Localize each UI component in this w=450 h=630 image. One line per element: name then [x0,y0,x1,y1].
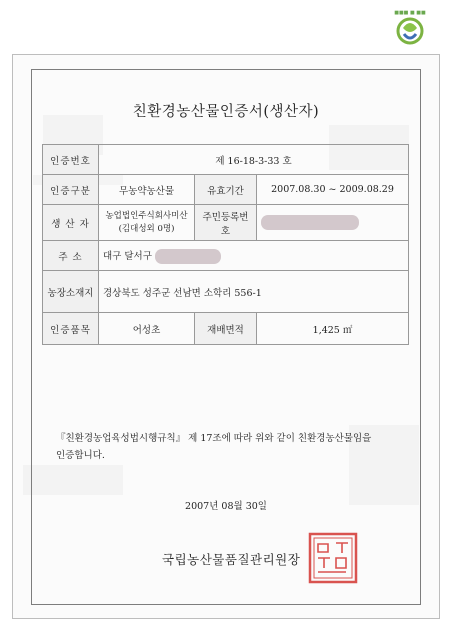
issuer-name: 국립농산물품질관리원장 [162,552,301,567]
value-address: 대구 달서구 [103,250,152,262]
official-seal-stamp [308,532,358,584]
label-cultivation-area: 재배면적 [195,313,257,345]
label-cert-item: 인증품목 [43,313,99,345]
value-cert-no: 제 16-18-3-33 호 [99,145,409,175]
value-producer [99,205,195,241]
label-resident-no: 주민등록번호 [195,205,257,241]
row-cert-no [43,145,409,175]
certificate-frame [31,69,421,605]
row-cert-type [43,175,409,205]
label-farm-location: 농장소재지 [43,271,99,313]
value-cert-item: 어성초 [99,313,195,345]
redaction-resident-no [261,215,359,230]
redaction-address [155,249,221,264]
issue-date: 2007년 08월 30일 [185,501,267,512]
certification-logo [383,6,437,48]
certificate-title: 친환경농산물인증서(생산자) [132,104,320,120]
value-cultivation-area: 1,425 ㎡ [257,313,409,345]
value-resident-no [257,205,409,241]
row-address [43,241,409,271]
statement-line-1: 『친환경농업육성법시행규칙』 제 17조에 따라 위와 같이 친환경농산물임을 [56,433,372,444]
value-valid-period: 2007.08.30 ~ 2009.08.29 [257,175,409,205]
label-valid-period: 유효기간 [195,175,257,205]
value-cert-type: 무농약농산물 [99,175,195,205]
statement-line-2: 인증합니다. [56,450,105,461]
row-cert-item [43,313,409,345]
label-cert-no: 인증번호 [43,145,99,175]
svg-text:■■■ ■ ■■: ■■■ ■ ■■ [394,10,426,16]
certification-statement [56,430,396,464]
label-address: 주 소 [43,241,99,271]
label-producer: 생 산 자 [43,205,99,241]
certificate-table [42,144,409,345]
producer-members: (김대성외 0명) [118,223,175,234]
value-address-cell [99,241,409,271]
value-farm-location: 경상북도 성주군 선남면 소학리 556-1 [99,271,409,313]
label-cert-type: 인증구분 [43,175,99,205]
row-farm-location [43,271,409,313]
row-producer [43,205,409,241]
certificate-sheet [12,54,440,619]
producer-name: 농업법인주식회사미산 [105,210,188,221]
